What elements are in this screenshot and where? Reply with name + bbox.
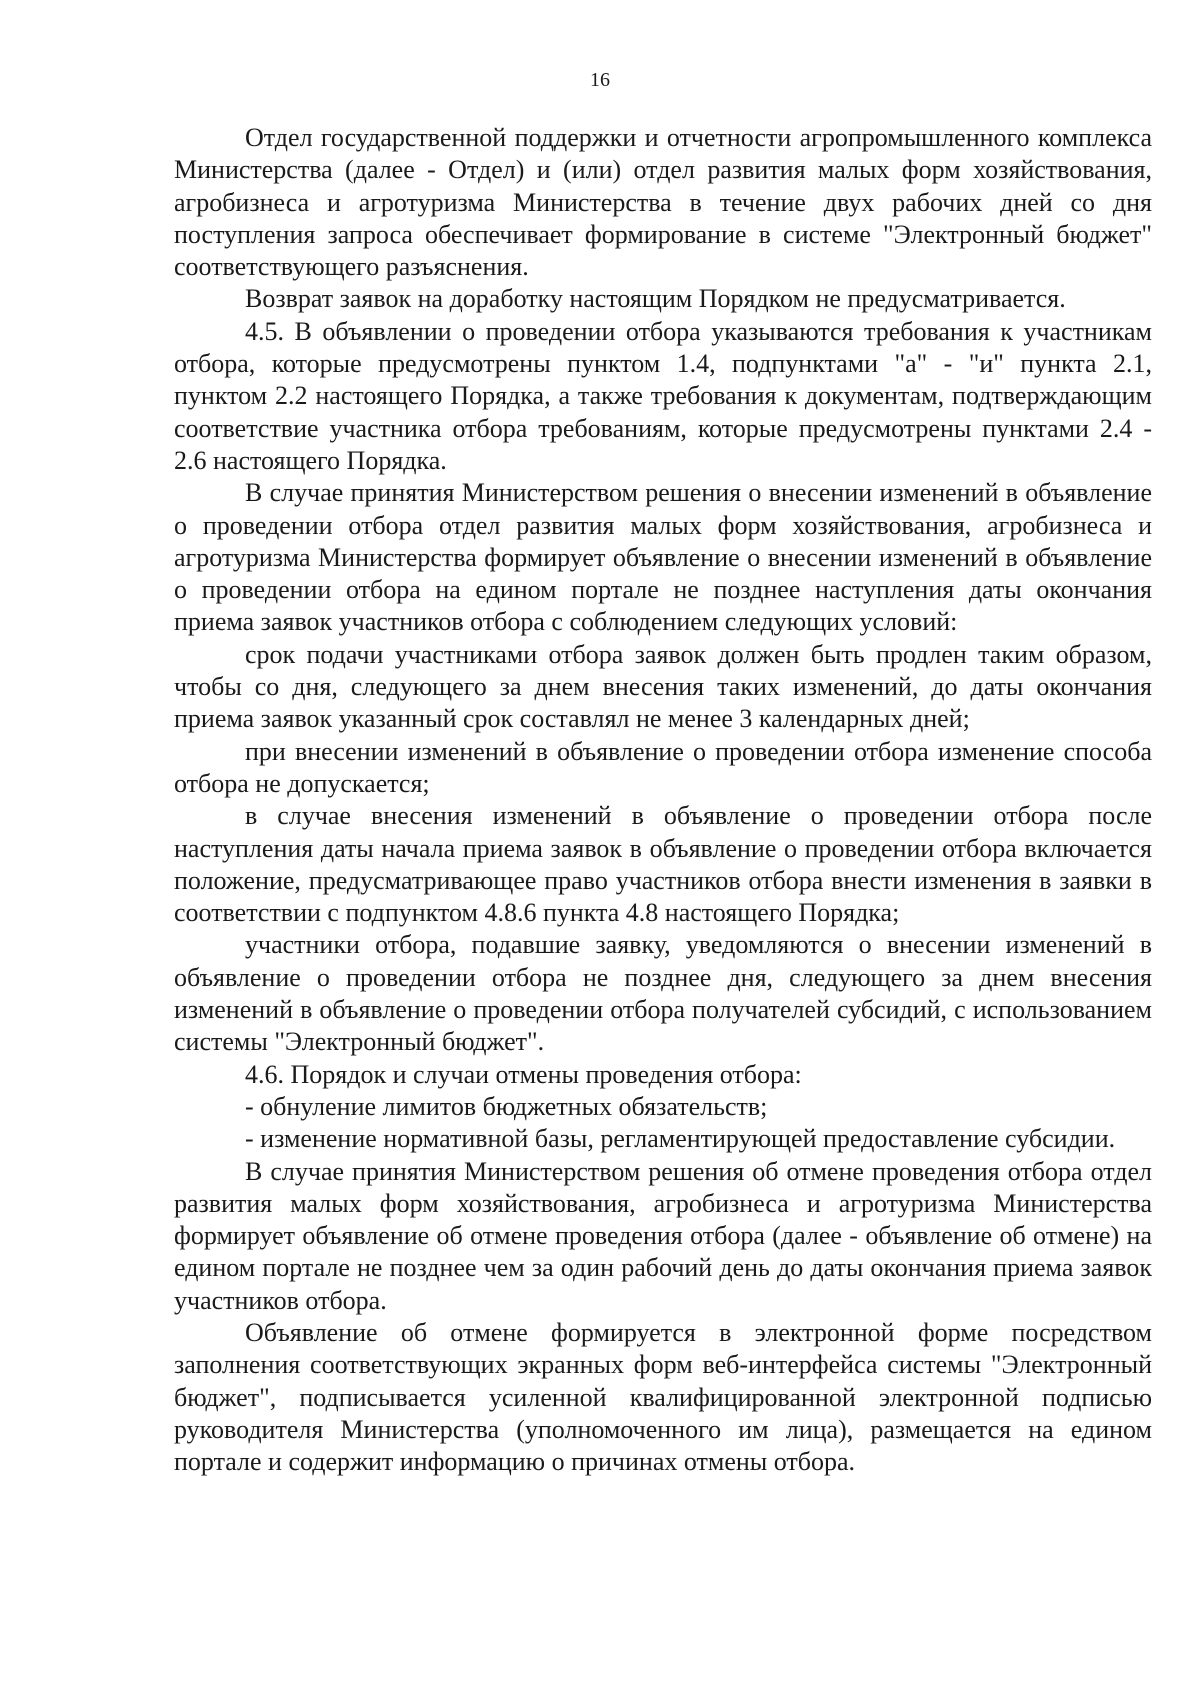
paragraph-cancellation-announcement: Объявление об отмене формируется в электронной форме посредством заполнения соответствующих экранных форм веб-интерфейса системы "Электронный бюджет", подписывается усиленной квалифицированной электронной подписью руководителя Министерства (уполномоченного им лица), размещается на едином портале и содержит информацию о причинах отмены отбора.	[174, 1317, 1152, 1477]
paragraph-no-return: Возврат заявок на доработку настоящим Порядком не предусматривается.	[245, 284, 1066, 314]
list-item-limits: - обнуление лимитов бюджетных обязательств;	[245, 1091, 768, 1121]
paragraph-department-clarification: Отдел государственной поддержки и отчетности агропромышленного комплекса Министерства (далее - Отдел) и (или) отдел развития малых форм хозяйствования, агробизнеса и агротуризма Министерства в течение двух рабочих дней со дня поступления запроса обеспечивает формирование в системе "Электронный бюджет" соответствующего разъяснения.	[174, 123, 1152, 282]
paragraph-condition-amendments: в случае внесения изменений в объявление о проведении отбора после наступления даты начала приема заявок в объявление о проведении отбора включается положение, предусматривающее право участников отбора внести изменения в заявки в соответствии с подпунктом 4.8.6 пункта 4.8 настоящего Порядка;	[174, 801, 1152, 928]
paragraph-condition-notification: участники отбора, подавшие заявку, уведомляются о внесении изменений в объявление о проведении отбора не позднее дня, следующего за днем внесения изменений в объявление о проведении отбора получателей субсидий, с использованием системы "Электронный бюджет".	[174, 930, 1152, 1057]
paragraph-4-5-requirements: 4.5. В объявлении о проведении отбора указываются требования к участникам отбора, которые предусмотрены пунктом 1.4, подпунктами "а" - "и" пункта 2.1, пунктом 2.2 настоящего Порядка, а также требования к документам, подтверждающим соответствие участника отбора требованиям, которые предусмотрены пунктами 2.4 - 2.6 настоящего Порядка.	[174, 316, 1152, 475]
paragraph-4-6-cancellation: 4.6. Порядок и случаи отмены проведения отбора:	[245, 1059, 802, 1089]
paragraph-cancellation-decision: В случае принятия Министерством решения об отмене проведения отбора отдел развития малых форм хозяйствования, агробизнеса и агротуризма Министерства формирует объявление об отмене проведения отбора (далее - объявление об отмене) на едином портале не позднее чем за один рабочий день до даты окончания приема заявок участников отбора.	[174, 1156, 1152, 1315]
list-item-regulation: - изменение нормативной базы, регламентирующей предоставление субсидии.	[245, 1124, 1116, 1154]
document-body	[174, 122, 1152, 1478]
paragraph-changes-announcement: В случае принятия Министерством решения о внесении изменений в объявление о проведении отбора отдел развития малых форм хозяйствования, агробизнеса и агротуризма Министерства формирует объявление о внесении изменений в объявление о проведении отбора на едином портале не позднее наступления даты окончания приема заявок участников отбора с соблюдением следующих условий:	[174, 478, 1152, 637]
paragraph-condition-method: при внесении изменений в объявление о проведении отбора изменение способа отбора не допускается;	[174, 736, 1152, 798]
page-number: 16	[590, 69, 610, 91]
paragraph-condition-deadline: срок подачи участниками отбора заявок должен быть продлен таким образом, чтобы со дня, следующего за днем внесения таких изменений, до даты окончания приема заявок указанный срок составлял не менее 3 календарных дней;	[174, 639, 1152, 734]
